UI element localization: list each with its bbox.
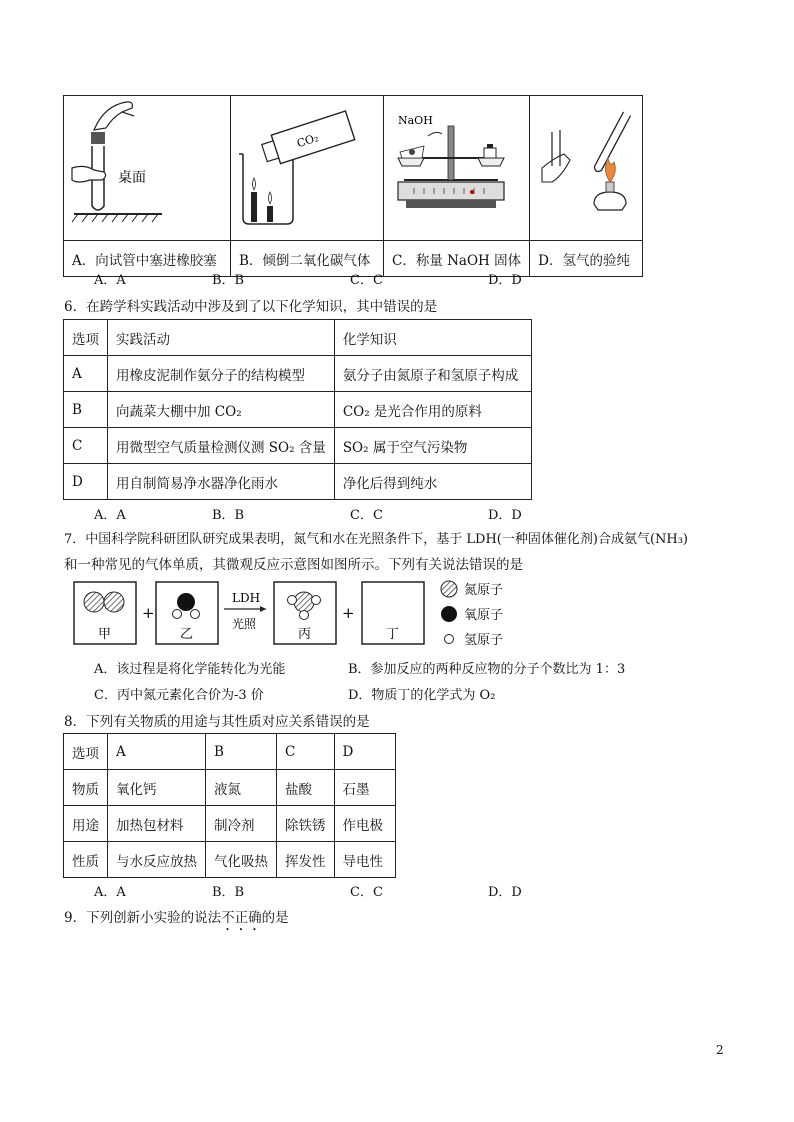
q6-option-c[interactable]: C．C [350, 508, 383, 523]
q5-caption-b: B．倾倒二氧化碳气体 [231, 241, 384, 277]
q8-option-c[interactable]: C．C [350, 885, 383, 900]
q8-cell-0-2: B [206, 734, 277, 770]
q6-row-d-label: D [64, 464, 108, 500]
q8-cell-1-0: 物质 [64, 770, 108, 806]
h-atom-icon [312, 596, 321, 605]
q5-option-b[interactable]: B．B [212, 273, 245, 288]
q8-option-b[interactable]: B．B [212, 885, 245, 900]
q6-header-option: 选项 [64, 320, 108, 356]
q8-cell-3-1: 与水反应放热 [108, 842, 206, 878]
q8-stem: 8．下列有关物质的用途与其性质对应关系错误的是 [64, 714, 370, 730]
h-atom-icon [300, 611, 309, 620]
q8-cell-2-2: 制冷剂 [206, 806, 277, 842]
q8-cell-2-4: 作电极 [334, 806, 396, 842]
naoh-label: NaOH [398, 114, 433, 127]
q5-caption-c: C．称量 NaOH 固体 [384, 241, 530, 277]
q6-row-b-knowledge: CO₂ 是光合作用的原料 [334, 392, 531, 428]
q6-row-c-activity: 用微型空气质量检测仪测 SO₂ 含量 [108, 428, 335, 464]
q8-cell-1-3: 盐酸 [277, 770, 335, 806]
hydrogen-purity-test-illustration [530, 96, 642, 236]
q5-options [94, 269, 522, 288]
o-atom-legend-icon [440, 605, 458, 623]
q5-image-b-cell [231, 96, 384, 241]
legend-nitrogen-label: 氮原子 [464, 583, 504, 598]
q7-option-d[interactable]: D．物质丁的化学式为 O₂ [348, 688, 496, 703]
q8-cell-1-4: 石墨 [334, 770, 396, 806]
q6-option-b[interactable]: B．B [212, 508, 245, 523]
n-atom-legend-icon [440, 580, 458, 598]
q8-cell-3-3: 挥发性 [277, 842, 335, 878]
q6-header-knowledge: 化学知识 [334, 320, 531, 356]
legend-oxygen-label: 氧原子 [464, 608, 504, 623]
q6-row-b-activity: 向蔬菜大棚中加 CO₂ [108, 392, 335, 428]
q9-stem-prefix: 9．下列创新小实验的说法 [64, 910, 222, 926]
q8-cell-0-4: D [334, 734, 396, 770]
q9-stem-emphasis: 不正确 [221, 910, 262, 926]
q6-stem: 6．在跨学科实践活动中涉及到了以下化学知识，其中错误的是 [64, 299, 438, 315]
q5-caption-d: D．氢气的验纯 [530, 241, 643, 277]
h-atom-legend-icon [440, 630, 458, 648]
n-atom-icon [104, 592, 124, 612]
q7-stem-line2: 和一种常见的气体单质，其微观反应示意图如图所示。下列有关说法错误的是 [64, 557, 523, 573]
q6-row-a-activity: 用橡皮泥制作氨分子的结构模型 [108, 356, 335, 392]
arrow-head-icon [260, 606, 266, 612]
page-number: 2 [716, 1043, 724, 1057]
q7-option-c[interactable]: C．丙中氮元素化合价为-3 价 [94, 688, 264, 703]
q8-option-a[interactable]: A．A [94, 885, 126, 900]
q8-cell-2-3: 除铁锈 [277, 806, 335, 842]
co2-bottle-label: CO₂ [295, 131, 321, 151]
legend-oxygen [440, 604, 503, 623]
q7-option-b[interactable]: B．参加反应的两种反应物的分子个数比为 1：3 [348, 662, 626, 677]
q7-option-a[interactable]: A．该过程是将化学能转化为光能 [94, 662, 286, 677]
box-label-jia: 甲 [98, 627, 112, 642]
q8-cell-0-1: A [108, 734, 206, 770]
q6-row-c-knowledge: SO₂ 属于空气污染物 [334, 428, 531, 464]
q6-row-b-label: B [64, 392, 108, 428]
q8-cell-1-1: 氧化钙 [108, 770, 206, 806]
legend-hydrogen [440, 629, 503, 648]
q8-cell-3-2: 气化吸热 [206, 842, 277, 878]
q8-table [63, 733, 396, 878]
pour-co2-illustration [231, 96, 383, 236]
test-tube-stopper-illustration [64, 96, 230, 236]
q8-cell-0-3: C [277, 734, 335, 770]
arrow-condition-label: 光照 [232, 617, 257, 631]
q5-image-table [63, 95, 643, 277]
legend-nitrogen [440, 579, 503, 598]
arrow-catalyst-label: LDH [232, 591, 261, 605]
h-atom-icon [173, 610, 182, 619]
n-atom-icon [294, 592, 314, 612]
q8-cell-0-0: 选项 [64, 734, 108, 770]
q6-table [63, 319, 532, 500]
q8-cell-2-1: 加热包材料 [108, 806, 206, 842]
h-atom-icon [288, 596, 297, 605]
box-label-yi: 乙 [180, 627, 194, 642]
q6-row-d-activity: 用自制简易净水器净化雨水 [108, 464, 335, 500]
q5-option-c[interactable]: C．C [350, 273, 383, 288]
o-atom-icon [177, 593, 195, 611]
q5-caption-a: A．向试管中塞进橡胶塞 [64, 241, 231, 277]
q6-row-c-label: C [64, 428, 108, 464]
legend-hydrogen-label: 氢原子 [464, 633, 504, 648]
q6-row-a-label: A [64, 356, 108, 392]
q6-header-activity: 实践活动 [108, 320, 335, 356]
box-label-ding: 丁 [386, 627, 400, 642]
plus-sign: + [142, 604, 155, 622]
q6-options [94, 504, 522, 523]
q8-cell-3-0: 性质 [64, 842, 108, 878]
n-atom-icon [84, 592, 104, 612]
q7-stem-line1: 7．中国科学院科研团队研究成果表明，氮气和水在光照条件下，基于 LDH(一种固体催化剂)合成氨气(NH₃) [64, 532, 689, 547]
q8-cell-2-0: 用途 [64, 806, 108, 842]
q9-stem [64, 906, 289, 934]
q8-cell-1-2: 液氮 [206, 770, 277, 806]
q6-option-d[interactable]: D．D [488, 508, 522, 523]
q8-options [94, 881, 522, 900]
balance-weighing-illustration [384, 96, 522, 236]
q8-cell-3-4: 导电性 [334, 842, 396, 878]
desk-label: 桌面 [118, 170, 146, 186]
q5-image-d-cell [530, 96, 643, 241]
plus-sign: + [342, 604, 355, 622]
q6-option-a[interactable]: A．A [94, 508, 126, 523]
q5-image-a-cell [64, 96, 231, 241]
box-label-bing: 丙 [298, 627, 312, 642]
q6-row-a-knowledge: 氨分子由氮原子和氢原子构成 [334, 356, 531, 392]
q6-row-d-knowledge: 净化后得到纯水 [334, 464, 531, 500]
q5-image-c-cell [384, 96, 530, 241]
q5-option-a[interactable]: A．A [94, 273, 126, 288]
q8-option-d[interactable]: D．D [488, 885, 522, 900]
h-atom-icon [191, 610, 200, 619]
q5-option-d[interactable]: D．D [488, 273, 522, 288]
q9-stem-suffix: 的是 [261, 910, 289, 926]
